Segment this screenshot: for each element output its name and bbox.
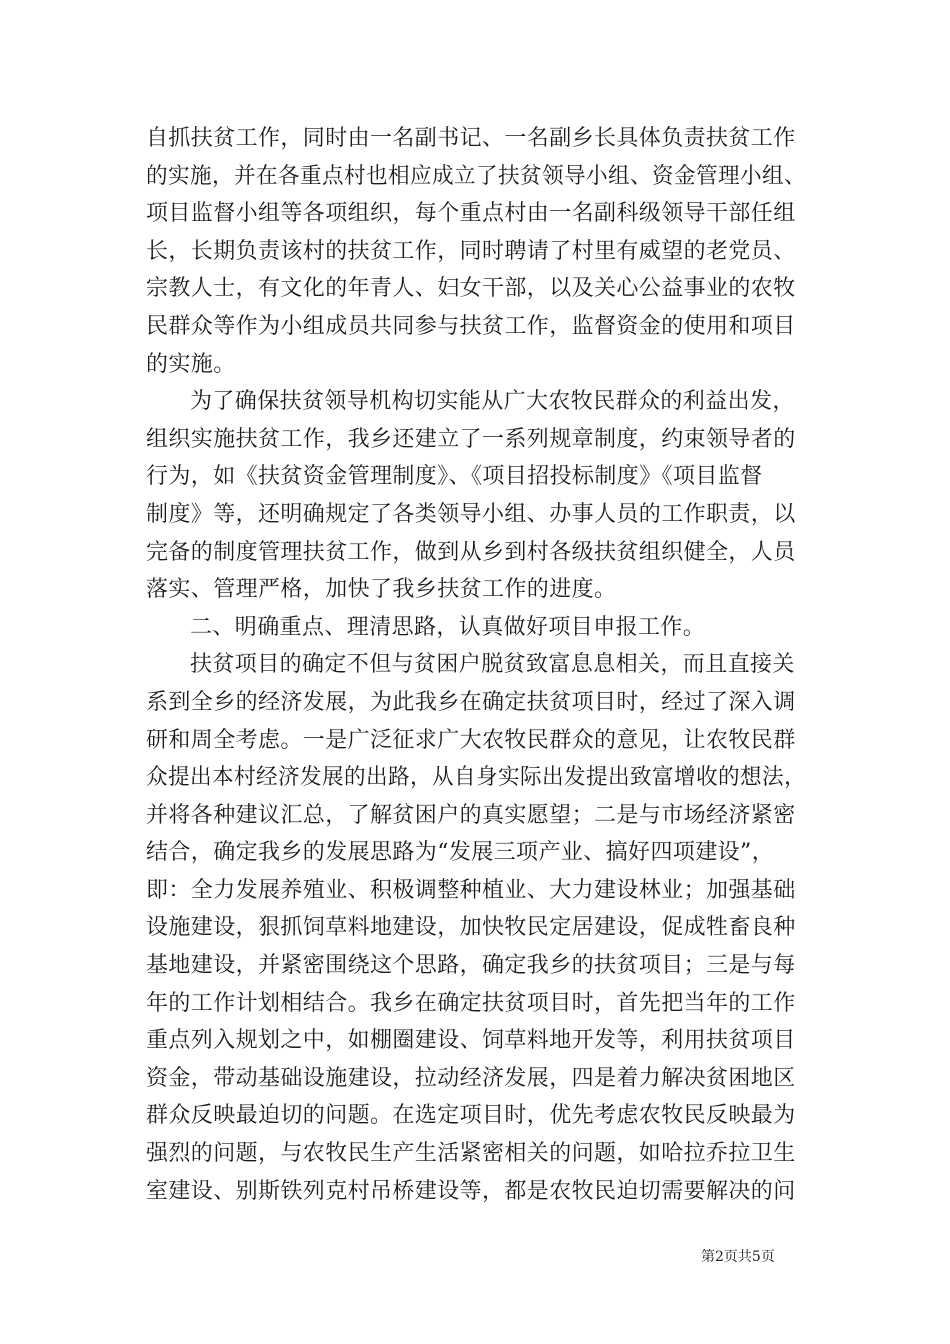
page-number: 第2页共5页	[701, 1249, 775, 1265]
text-line: 研和周全考虑。一是广泛征求广大农牧民群众的意见，让农牧民群	[146, 727, 796, 753]
text-line: 为了确保扶贫领导机构切实能从广大农牧民群众的利益出发，	[190, 389, 795, 415]
text-line: 即：全力发展养殖业、积极调整种植业、大力建设林业；加强基础	[146, 877, 796, 903]
text-line: 基地建设，并紧密围绕这个思路，确定我乡的扶贫项目；三是与每	[146, 953, 796, 979]
body-text	[146, 120, 806, 1210]
text-line: 的实施。	[146, 351, 236, 377]
text-line: 的实施，并在各重点村也相应成立了扶贫领导小组、资金管理小组、	[146, 163, 806, 189]
text-line: 民群众等作为小组成员共同参与扶贫工作，监督资金的使用和项目	[146, 313, 796, 339]
text-line: 并将各种建议汇总，了解贫困户的真实愿望；二是与市场经济紧密	[146, 802, 796, 828]
text-line: 完备的制度管理扶贫工作，做到从乡到村各级扶贫组织健全，人员	[146, 539, 796, 565]
text-line: 组织实施扶贫工作，我乡还建立了一系列规章制度，约束领导者的	[146, 426, 796, 452]
text-line: 扶贫项目的确定不但与贫困户脱贫致富息息相关，而且直接关	[190, 652, 795, 678]
text-line: 行为，如《扶贫资金管理制度》、《项目招投标制度》《项目监督	[146, 464, 763, 490]
text-line: 设施建设，狠抓饲草料地建设，加快牧民定居建设，促成牲畜良种	[146, 915, 796, 941]
text-line: 宗教人士，有文化的年青人、妇女干部，以及关心公益事业的农牧	[146, 276, 796, 302]
text-line: 资金，带动基础设施建设，拉动经济发展，四是着力解决贫困地区	[146, 1065, 796, 1091]
text-line: 项目监督小组等各项组织，每个重点村由一名副科级领导干部任组	[146, 201, 796, 227]
text-line: 众提出本村经济发展的出路，从自身实际出发提出致富增收的想法，	[146, 765, 806, 791]
text-line: 结合，确定我乡的发展思路为“发展三项产业、搞好四项建设”，	[146, 840, 775, 866]
text-line: 制度》等，还明确规定了各类领导小组、办事人员的工作职责，以	[146, 501, 796, 527]
text-line: 长，长期负责该村的扶贫工作，同时聘请了村里有威望的老党员、	[146, 238, 796, 264]
text-line: 强烈的问题，与农牧民生产生活紧密相关的问题，如哈拉乔拉卫生	[146, 1141, 796, 1167]
text-line: 落实、管理严格，加快了我乡扶贫工作的进度。	[146, 577, 617, 603]
text-line: 年的工作计划相结合。我乡在确定扶贫项目时，首先把当年的工作	[146, 990, 796, 1016]
text-line: 群众反映最迫切的问题。在选定项目时，优先考虑农牧民反映最为	[146, 1103, 796, 1129]
text-line: 二、明确重点、理清思路，认真做好项目申报工作。	[190, 614, 706, 640]
text-line: 系到全乡的经济发展，为此我乡在确定扶贫项目时，经过了深入调	[146, 689, 796, 715]
text-line: 室建设、别斯铁列克村吊桥建设等，都是农牧民迫切需要解决的问	[146, 1178, 796, 1204]
text-line: 重点列入规划之中，如棚圈建设、饲草料地开发等，利用扶贫项目	[146, 1028, 796, 1054]
text-line: 自抓扶贫工作，同时由一名副书记、一名副乡长具体负责扶贫工作	[146, 126, 796, 151]
